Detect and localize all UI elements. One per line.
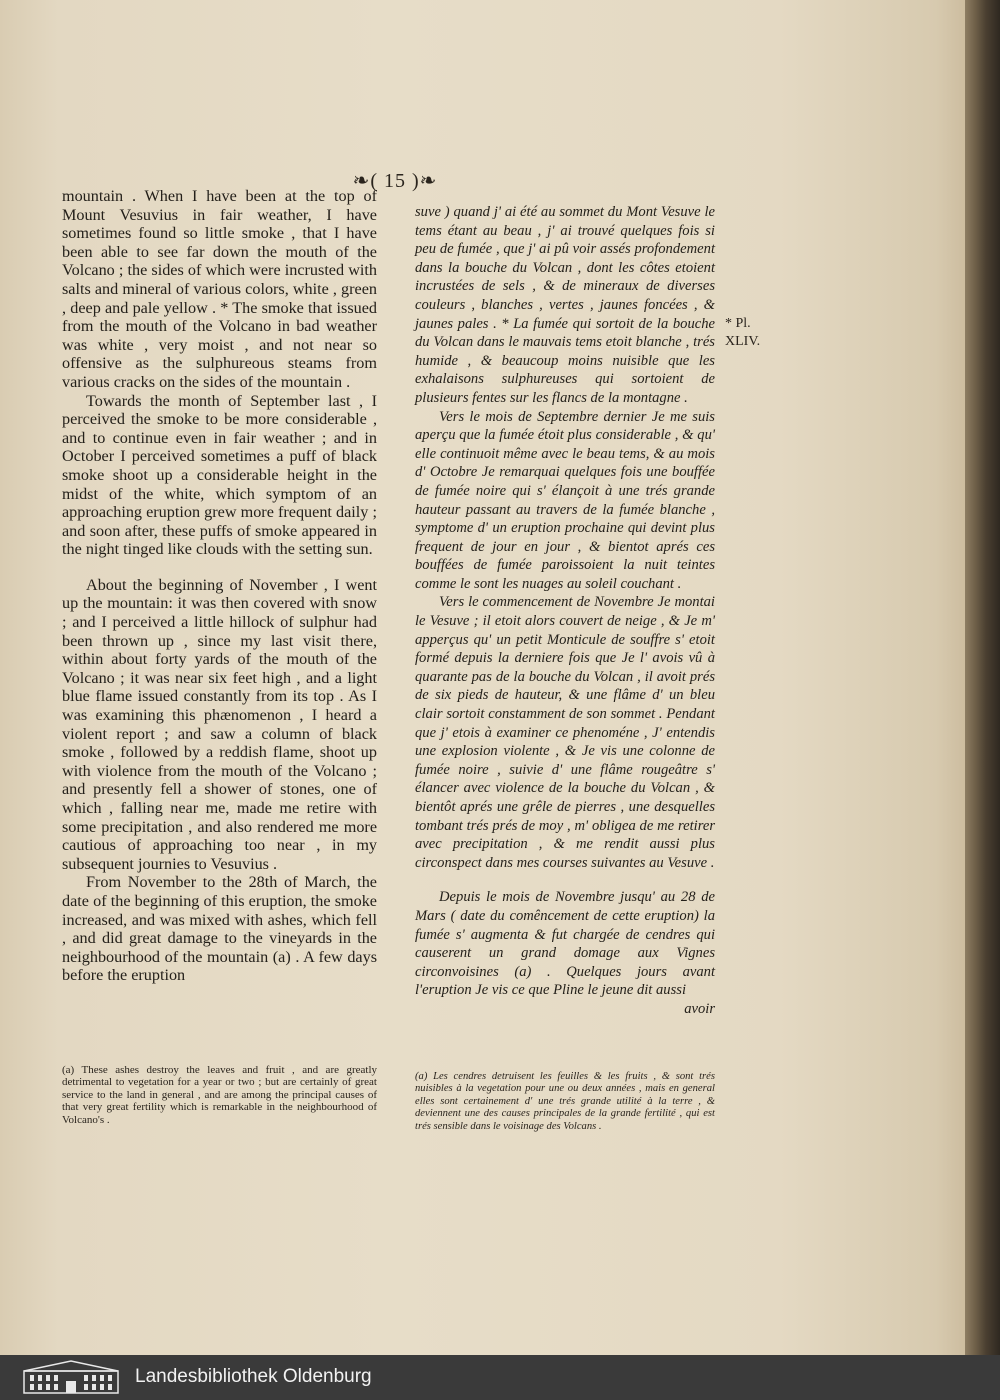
plate-reference-note: * Pl. XLIV. [725, 316, 761, 349]
library-name: Landesbibliothek Oldenburg [135, 1366, 372, 1387]
english-column [62, 187, 377, 985]
library-building-logo-icon [22, 1359, 120, 1395]
english-footnote: (a) These ashes destroy the leaves and fruit , and are greatly detrimental to vegetation for a year or two ; but are certainly of great service to the land in general , and are among the principal causes of that very great fertility which is remarkable in the neighbourhood of Volcano's . [62, 1064, 377, 1126]
english-paragraph-2: Towards the month of September last , I perceived the smoke to be more considerable , and to continue even in fair weather ; and in October I perceived sometimes a puff of black smoke shoot up a considerable height in the midst of the white, which symptom of an approaching eruption grew more frequent daily ; and soon after, these puffs of smoke appeared in the night tinged like clouds with the setting sun. [62, 391, 377, 559]
page-number: ( 15 ) [370, 170, 420, 192]
french-footnote: (a) Les cendres detruisent les feuilles & les fruits , & sont trés nuisibles à la vegetation pour une ou deux années , mais en general elles sont certainement d' une trés grande utilité à la terre , & deviennent une des causes principales de la grande fertilité , qui est trés sensible dans le voisinage des Volcans . [415, 1071, 715, 1132]
french-paragraph-2: Vers le mois de Septembre dernier Je me suis aperçu que la fumée étoit plus considerable , & qu' elle continuoit même avec le beau tems, & au mois d' Octobre Je remarquai quelques fois une bouffée de fumée noire qui s' élançoit à une trés grande hauteur passant au travers de la fumée blanche , symptome d' un eruption prochaine qui devint plus frequent de jour en jour , & bientot aprés ces bouffées de fumée paroissoient la nuit teintes comme le sont les nuages au soleil couchant . [415, 408, 715, 592]
french-catchword: avoir [684, 1000, 715, 1017]
page-number-header: ❧( 15 )❧ [352, 170, 438, 192]
page-edge [965, 0, 1000, 1355]
french-column [415, 203, 715, 1019]
english-paragraph-3: About the beginning of November , I went up the mountain: it was then covered with snow ; and I perceived a little hillock of sulphur had been thrown up , since my last visit there, within about forty yards of the mouth of the Volcano ; it was near six feet high , and a light blue flame issued constantly from its top . As I was examining this phænomenon , I heard a violent report ; and saw a column of black smoke , followed by a reddish flame, shoot up with violence from the mouth of the Volcano ; and presently fell a shower of stones, one of which , falling near me, made me retire with some precipitation , and also rendered me more cautious of approaching too near , in my subsequent journies to Vesuvius . [62, 575, 377, 873]
french-paragraph-3: Vers le commencement de Novembre Je montai le Vesuve ; il etoit alors couvert de neige , & Je m' apperçus qu' un petit Monticule de souffre s' etoit formé depuis la derniere fois que Je l' avois vû à quarante pas de la bouche du Volcan , il avoit prés de six pieds de hauteur, & une flâme d' un bleu clair sortoit constamment de son sommet . Pendant que j' etois à examiner ce phenoméne , J' entendis une explosion violente , & Je vis une colonne de fumée noire , suivie d' une flâme rougeâtre s' élancer avec violence de la bouche du Volcan , & bientôt aprés une grêle de pierres , une desquelles tombant trés prés de moy , m' obligea de me retirer avec precipitation , & me rendit aussi plus circonspect dans mes courses suivantes au Vesuve . [415, 594, 715, 871]
english-paragraph-4: From November to the 28th of March, the date of the beginning of this eruption, the smoke increased, and was mixed with ashes, which fell , and did great damage to the vineyards in the neighbourhood of the mountain (a) . A few days before the eruption [62, 873, 377, 985]
french-paragraph-4: Depuis le mois de Novembre jusqu' au 28 de Mars ( date du comêncement de cette eruption) la fumée s' augmenta & fut chargée de cendres qui causerent un grand domage aux Vignes circonvoisines (a) . Quelques jours avant l'eruption Je vis ce que Pline le jeune dit aussi [415, 889, 715, 999]
english-paragraph-1: mountain . When I have been at the top of Mount Vesuvius in fair weather, I have sometimes found so little smoke , that I have been able to see far down the mouth of the Volcano ; the sides of which were incrusted with salts and mineral of various colors, white , green , deep and pale yellow . * The smoke that issued from the mouth of the Volcano in bad weather was white , very moist , and not near so offensive as the sulphureous steams from various cracks on the sides of the mountain . [62, 187, 377, 391]
french-paragraph-1: suve ) quand j' ai été au sommet du Mont Vesuve le tems étant au beau , j' ai trouvé quelques fois si peu de fumée , que j' ai pû voir assés profondement dans la bouche du Volcan , dont les côtes etoient incrustées de sels , & de mineraux de diverses couleurs , blanches , vertes , jaunes foncées , & jaunes pales . * La fumée qui sortoit de la bouche du Volcan dans le mauvais tems etoit blanche , trés humide , & beaucoup moins nuisible que les exhalaisons sulphureuses qui sortoient de plusieurs fentes sur les flancs de la montagne . [415, 204, 715, 406]
